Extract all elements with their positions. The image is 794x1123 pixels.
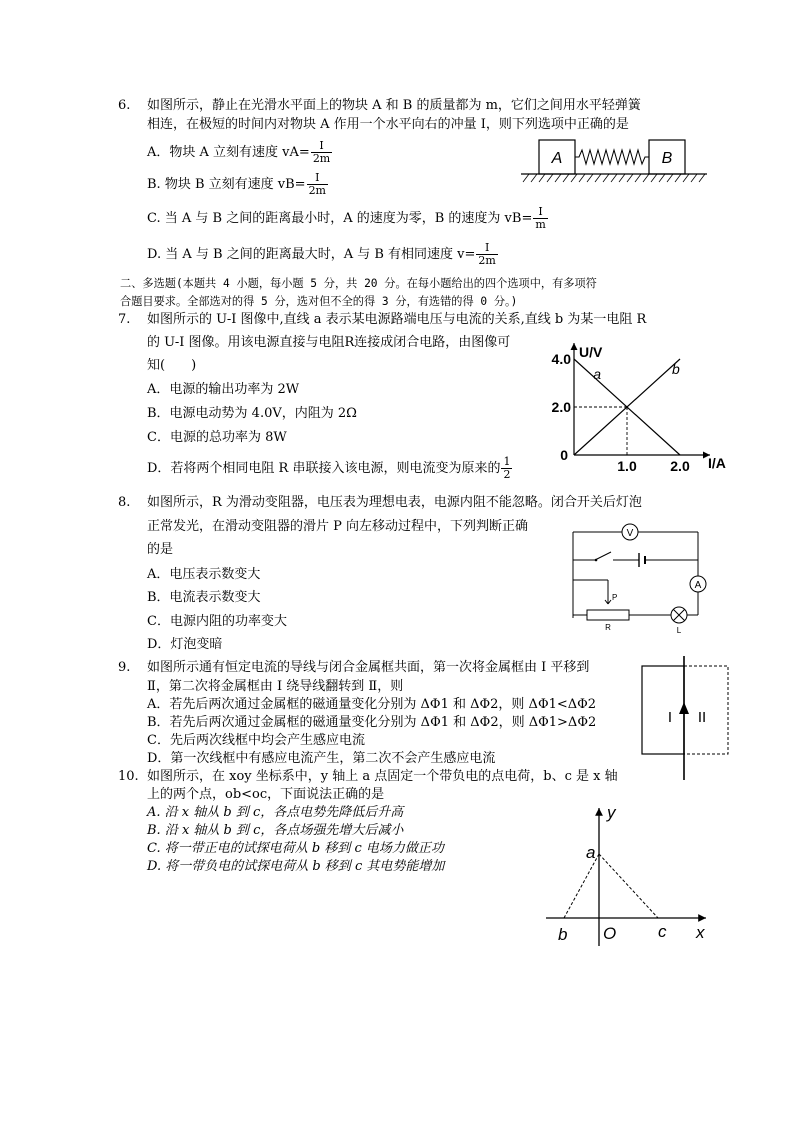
q6-stem-line1: 如图所示，静止在光滑水平面上的物块 A 和 B 的质量都为 m，它们之间用水平轻弹簧 — [147, 98, 641, 113]
fraction-denominator: 2 — [503, 468, 511, 481]
ground-hatch — [523, 174, 705, 182]
point-b-label: b — [558, 925, 568, 944]
segment-a-c — [599, 854, 658, 918]
x-axis-label: x — [696, 923, 705, 942]
q6-option-b — [147, 172, 328, 197]
q10-option-c: C. 将一带正电的试探电荷从 b 移到 c 电场力做正功 — [147, 841, 444, 856]
q8-number: 8. — [118, 495, 131, 510]
q8-option-c: C．电源内阻的功率变大 — [147, 614, 287, 629]
current-direction-arrow — [679, 702, 689, 714]
fraction-numerator: I — [484, 241, 490, 254]
fraction-numerator: I — [319, 139, 324, 152]
q7-option-d — [147, 456, 512, 481]
q8-option-b: B．电流表示数变大 — [147, 590, 261, 605]
q6-option-a-text: A．物块 A 立刻有速度 vA= — [147, 145, 310, 160]
point-c-label: c — [658, 922, 667, 941]
q6-number: 6. — [118, 98, 131, 113]
fraction-denominator: 2m — [478, 254, 496, 267]
q10-option-a: A. 沿 x 轴从 b 到 c，各点电势先降低后升高 — [147, 805, 404, 820]
q8-stem-line2: 正常发光，在滑动变阻器的滑片 P 向左移动过程中，下列判断正确 — [147, 519, 529, 534]
q8-circuit-figure — [565, 518, 715, 638]
origin-label: O — [603, 924, 617, 943]
q7-option-c: C．电源的总功率为 8W — [147, 430, 287, 445]
q7-option-d-fraction — [501, 456, 512, 481]
rheostat-label: R — [605, 623, 611, 632]
q7-stem-line2: 的 U-I 图像。用该电源直接与电阻R连接成闭合电路，由图像可 — [147, 335, 511, 350]
block-b-label: B — [661, 150, 673, 167]
chart-x-tick-label: 2.0 — [670, 458, 690, 474]
q6-option-b-fraction — [307, 172, 328, 197]
q7-option-b: B．电源电动势为 4.0V，内阻为 2Ω — [147, 406, 357, 421]
fraction-numerator: 1 — [503, 455, 511, 468]
q8-stem-line3: 的是 — [147, 542, 174, 557]
q10-number: 10. — [118, 769, 139, 784]
fraction-numerator: I — [315, 171, 320, 184]
chart-y-tick-label: 2.0 — [551, 399, 571, 415]
q10-stem-line2: 上的两个点，ob<oc，下面说法正确的是 — [147, 787, 385, 802]
q10-coordinate-figure — [540, 800, 720, 950]
section2-heading-line2: 合题目要求。全部选对的得 5 分，选对但不全的得 3 分，有选错的得 0 分。) — [120, 295, 518, 308]
lamp-label: L — [676, 626, 682, 635]
q8-option-d: D．灯泡变暗 — [147, 637, 223, 652]
spring — [575, 150, 649, 164]
q10-stem-line1: 如图所示，在 xoy 坐标系中，y 轴上 a 点固定一个带负电的点电荷，b、c 是 x 轴 — [147, 769, 618, 784]
q7-stem-line1: 如图所示的 U-I 图像中,直线 a 表示某电源路端电压与电流的关系,直线 b 为某一电阻 R — [147, 312, 647, 327]
q8-stem-line1: 如图所示，R 为滑动变阻器，电压表为理想电表，电源内阻不能忽略。闭合开关后灯泡 — [147, 495, 642, 510]
q9-wire-frame-figure — [640, 656, 740, 782]
q6-option-c-fraction — [533, 206, 547, 231]
q9-option-a: A．若先后两次通过金属框的磁通量变化分别为 ΔΦ1 和 ΔΦ2，则 ΔΦ1<ΔΦ2 — [147, 697, 597, 712]
q9-option-c: C．先后两次线框中均会产生感应电流 — [147, 733, 365, 748]
q7-option-d-text: D．若将两个相同电阻 R 串联接入该电源，则电流变为原来的 — [147, 461, 501, 476]
fraction-denominator: m — [535, 218, 546, 231]
q6-spring-blocks-figure — [515, 136, 710, 188]
q6-option-d-fraction — [476, 242, 497, 267]
fraction-denominator: 2m — [308, 184, 326, 197]
slider-label: P — [612, 593, 618, 602]
chart-series-b-label: b — [672, 361, 680, 378]
q9-option-b: B．若先后两次通过金属框的磁通量变化分别为 ΔΦ1 和 ΔΦ2，则 ΔΦ1>ΔΦ2 — [147, 715, 597, 730]
chart-x-axis-label: I/A — [708, 455, 726, 471]
ammeter-label: A — [694, 580, 702, 591]
q6-option-a-fraction — [311, 140, 332, 165]
fraction-numerator: I — [538, 205, 543, 218]
chart-origin-label: 0 — [560, 447, 568, 463]
q6-option-d — [147, 242, 498, 267]
q9-stem-line2: Ⅱ，第二次将金属框由 Ⅰ 绕导线翻转到 Ⅱ，则 — [147, 679, 404, 694]
region-ii-label: II — [697, 709, 707, 726]
q9-stem-line1: 如图所示通有恒定电流的导线与闭合金属框共面，第一次将金属框由 Ⅰ 平移到 — [147, 660, 590, 675]
chart-y-tick-label: 4.0 — [551, 351, 571, 367]
q6-option-b-text: B. 物块 B 立刻有速度 vB= — [147, 177, 306, 192]
point-a-label: a — [586, 843, 596, 862]
q7-stem-line3: 知( ) — [147, 358, 197, 373]
chart-y-axis-label: U/V — [579, 344, 603, 360]
q9-option-d: D．第一次线框中有感应电流产生，第二次不会产生感应电流 — [147, 751, 496, 766]
chart-series-a-label: a — [593, 366, 602, 382]
q10-option-d: D. 将一带负电的试探电荷从 b 移到 c 其电势能增加 — [147, 859, 445, 874]
q6-option-d-text: D. 当 A 与 B 之间的距离最大时，A 与 B 有相同速度 v= — [147, 247, 476, 262]
voltmeter-label: V — [626, 528, 634, 539]
rheostat-symbol — [587, 610, 629, 620]
switch-pivot — [595, 559, 598, 562]
q9-number: 9. — [118, 660, 131, 675]
q7-ui-chart — [540, 335, 740, 475]
y-axis-label: y — [607, 803, 616, 822]
q6-stem-line2: 相连，在极短的时间内对物块 A 作用一个水平向右的冲量 I，则下列选项中正确的是 — [147, 117, 629, 132]
q6-option-c — [147, 206, 548, 231]
segment-a-b — [564, 854, 599, 918]
q7-number: 7. — [118, 312, 131, 327]
block-a-label: A — [551, 150, 563, 167]
q6-option-c-text: C. 当 A 与 B 之间的距离最小时，A 的速度为零，B 的速度为 vB= — [147, 211, 533, 226]
section2-heading-line1: 二、多选题(本题共 4 小题，每小题 5 分，共 20 分。在每小题给出的四个选项中，有多项符 — [120, 277, 597, 290]
q10-option-b: B. 沿 x 轴从 b 到 c，各点场强先增大后减小 — [147, 823, 404, 838]
chart-x-tick-label: 1.0 — [617, 458, 637, 474]
q8-option-a: A．电压表示数变大 — [147, 567, 261, 582]
frame-region-i — [642, 666, 684, 754]
q6-option-a — [147, 140, 332, 165]
fraction-denominator: 2m — [312, 152, 331, 165]
q7-option-a: A．电源的输出功率为 2W — [147, 382, 300, 397]
region-i-label: I — [667, 709, 673, 726]
